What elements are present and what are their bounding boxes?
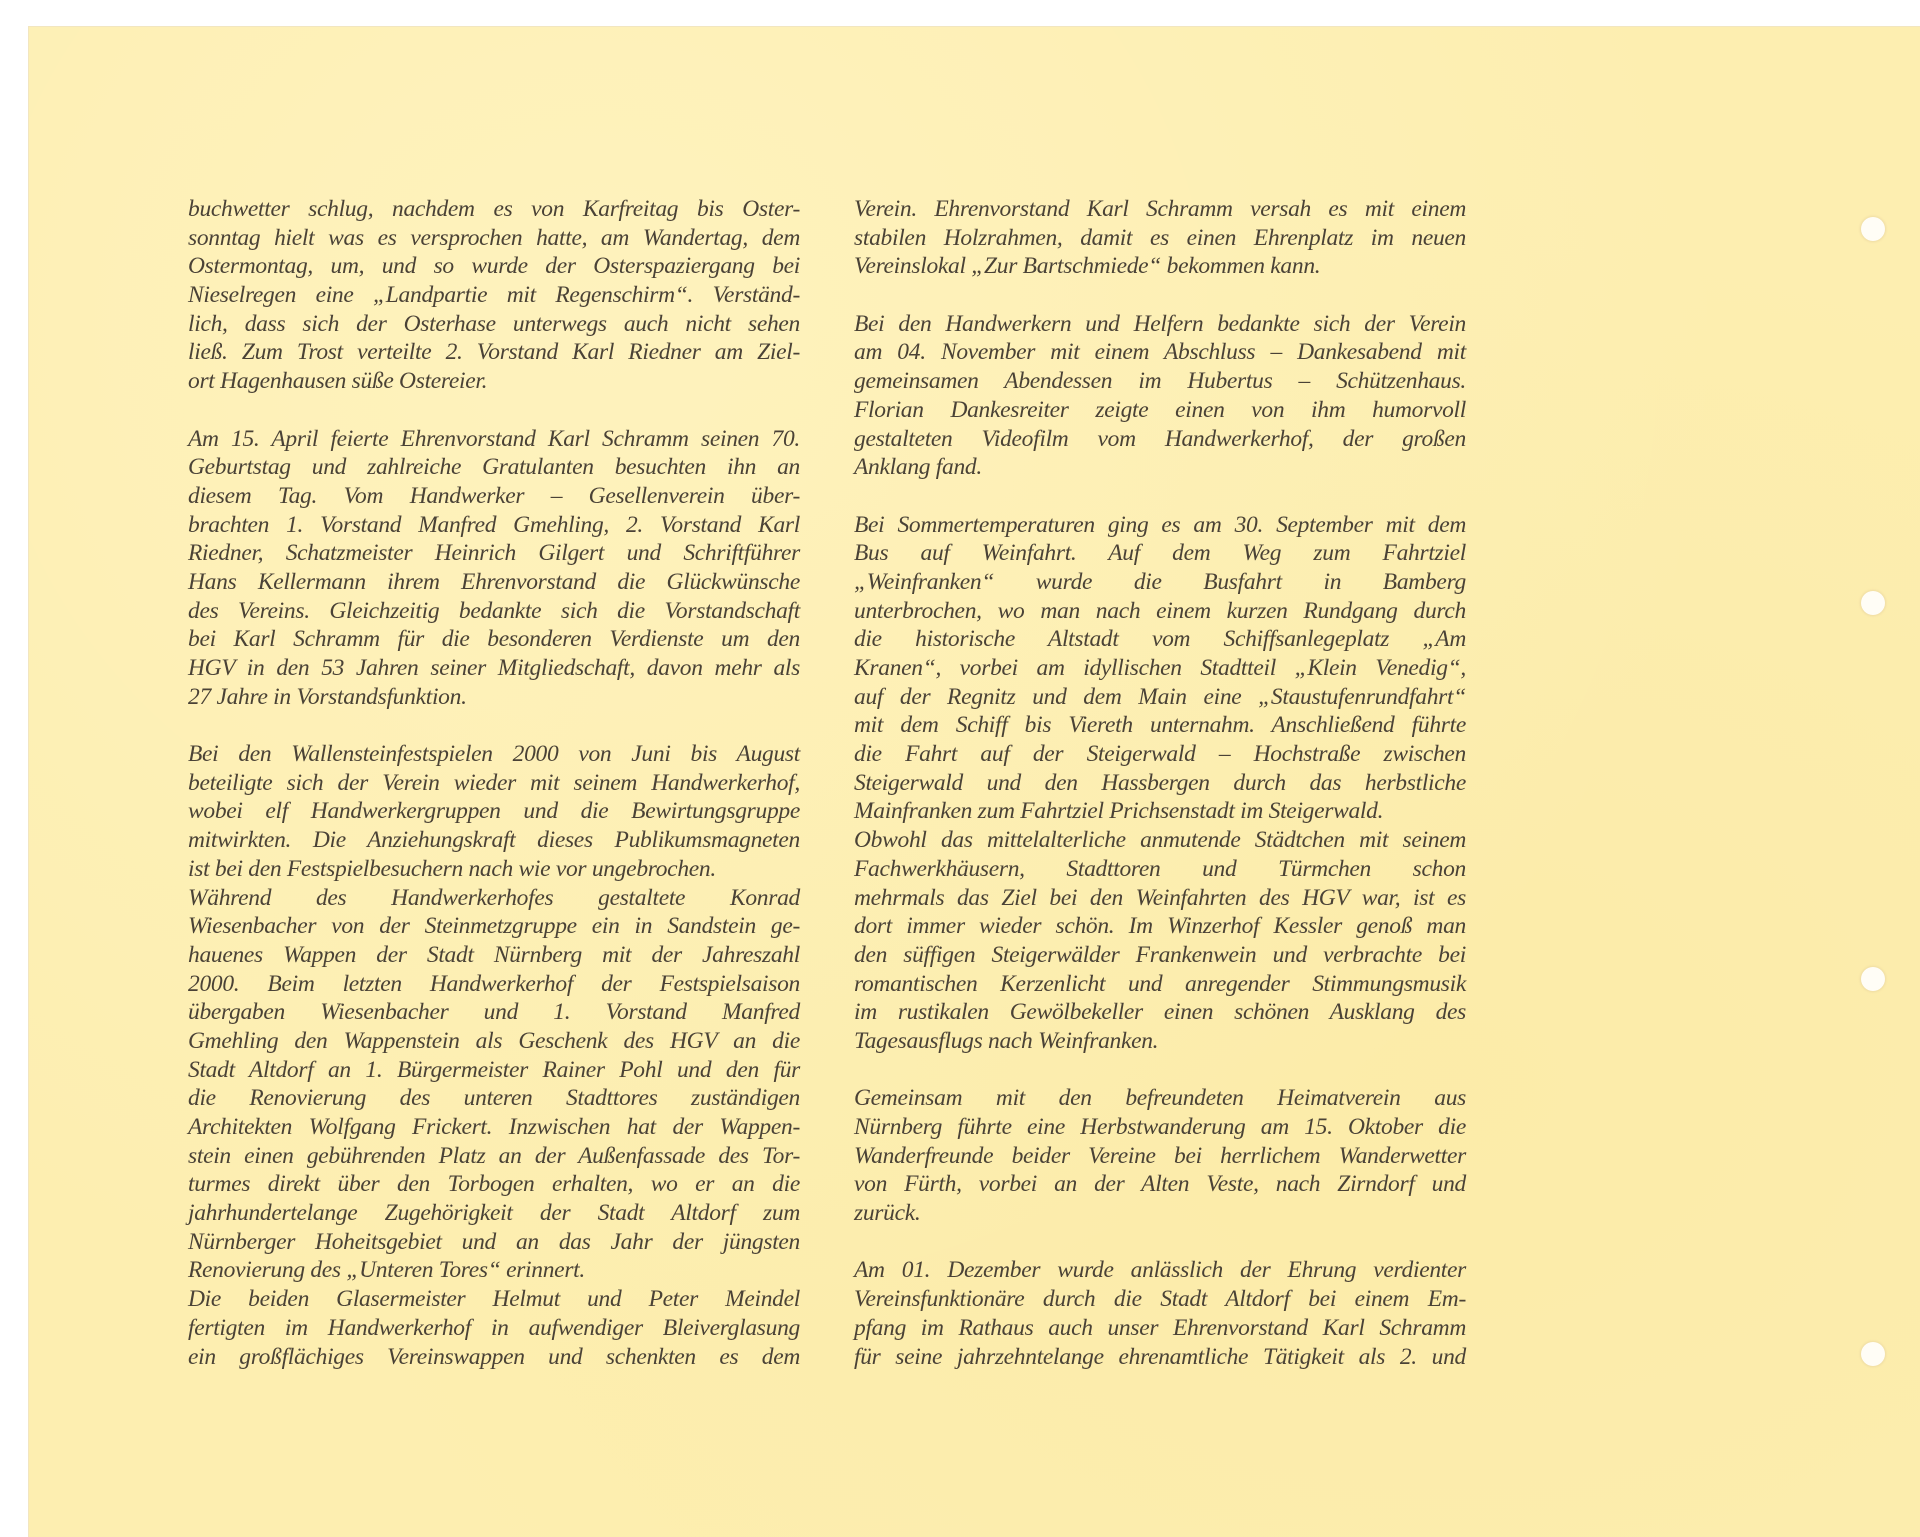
paragraph bbox=[188, 1285, 800, 1371]
text-line: mitwirkten. Die Anziehungskraft dieses Publikumsmagneten bbox=[188, 827, 800, 854]
right-column bbox=[854, 195, 1466, 1400]
paragraph bbox=[188, 425, 800, 712]
text-line: Verein. Ehrenvorstand Karl Schramm versah es mit einem bbox=[854, 196, 1466, 222]
text-line: Anklang fand. bbox=[854, 454, 982, 481]
paragraph bbox=[854, 1256, 1466, 1371]
text-line: ist bei den Festspielbesuchern nach wie vor ungebrochen. bbox=[188, 855, 716, 882]
text-line: die Fahrt auf der Steigerwald – Hochstraße zwischen bbox=[854, 741, 1466, 768]
text-line: Architekten Wolfgang Frickert. Inzwischen hat der Wappen- bbox=[188, 1114, 800, 1140]
text-line: Kranen“, vorbei am idyllischen Stadtteil „Klein Venedig“, bbox=[854, 655, 1466, 681]
text-line: mit dem Schiff bis Viereth unternahm. Anschließend führte bbox=[854, 712, 1466, 739]
text-line: des Vereins. Gleichzeitig bedankte sich die Vorstandschaft bbox=[188, 597, 800, 624]
text-line: Gmehling den Wappenstein als Geschenk des HGV an die bbox=[188, 1027, 800, 1054]
text-line: lich, dass sich der Osterhase unterwegs auch nicht sehen bbox=[188, 310, 800, 337]
text-line: HGV in den 53 Jahren seiner Mitgliedschaft, davon mehr als bbox=[188, 655, 800, 681]
text-line: zurück. bbox=[854, 1200, 921, 1227]
text-line: übergaben Wiesenbacher und 1. Vorstand Manfred bbox=[188, 999, 800, 1026]
text-line: pfang im Rathaus auch unser Ehrenvorstand Karl Schramm bbox=[854, 1314, 1466, 1341]
paragraph bbox=[188, 195, 800, 396]
document-page bbox=[28, 26, 1920, 1537]
text-line: Obwohl das mittelalterliche anmutende Städtchen mit seinem bbox=[854, 827, 1466, 854]
paragraph bbox=[854, 310, 1466, 482]
text-line: diesem Tag. Vom Handwerker – Gesellenverein über- bbox=[188, 482, 800, 509]
text-line: von Fürth, vorbei an der Alten Veste, nach Zirndorf und bbox=[854, 1171, 1466, 1198]
text-line: Geburtstag und zahlreiche Gratulanten besuchten ihn an bbox=[188, 454, 800, 481]
text-line: Die beiden Glasermeister Helmut und Peter Meindel bbox=[188, 1286, 800, 1313]
text-line: Mainfranken zum Fahrtziel Prichsenstadt im Steigerwald. bbox=[854, 798, 1384, 825]
punch-hole-icon bbox=[1861, 1342, 1885, 1366]
text-line: brachten 1. Vorstand Manfred Gmehling, 2. Vorstand Karl bbox=[188, 511, 800, 538]
text-line: Während des Handwerkerhofes gestaltete Konrad bbox=[188, 884, 800, 911]
text-line: wobei elf Handwerkergruppen und die Bewirtungsgruppe bbox=[188, 798, 800, 825]
punch-hole-icon bbox=[1861, 967, 1885, 991]
text-line: fertigten im Handwerkerhof in aufwendiger Bleiverglasung bbox=[188, 1314, 800, 1341]
text-line: dort immer wieder schön. Im Winzerhof Kessler genoß man bbox=[854, 913, 1466, 940]
text-line: Am 15. April feierte Ehrenvorstand Karl Schramm seinen 70. bbox=[188, 425, 800, 452]
punch-hole-icon bbox=[1861, 217, 1885, 241]
text-line: buchwetter schlug, nachdem es von Karfreitag bis Oster- bbox=[188, 196, 800, 222]
text-line: Steigerwald und den Hassbergen durch das herbstliche bbox=[854, 769, 1466, 796]
text-line: den süffigen Steigerwälder Frankenwein und verbrachte bei bbox=[854, 941, 1466, 968]
text-line: auf der Regnitz und dem Main eine „Staustufenrundfahrt“ bbox=[854, 683, 1466, 710]
text-line: ort Hagenhausen süße Ostereier. bbox=[188, 368, 488, 395]
text-line: Am 01. Dezember wurde anlässlich der Ehrung verdienter bbox=[854, 1257, 1466, 1284]
text-line: hauenes Wappen der Stadt Nürnberg mit der Jahreszahl bbox=[188, 941, 800, 968]
text-line: Tagesausflugs nach Weinfranken. bbox=[854, 1027, 1159, 1054]
text-line: jahrhundertelange Zugehörigkeit der Stadt Altdorf zum bbox=[188, 1200, 800, 1227]
text-line: Nürnberger Hoheitsgebiet und an das Jahr der jüngsten bbox=[188, 1228, 800, 1255]
text-line: Nieselregen eine „Landpartie mit Regenschirm“. Verständ- bbox=[188, 282, 800, 309]
text-line: am 04. November mit einem Abschluss – Dankesabend mit bbox=[854, 339, 1466, 366]
text-line: Wanderfreunde beider Vereine bei herrlichem Wanderwetter bbox=[854, 1142, 1466, 1169]
paragraph bbox=[854, 511, 1466, 827]
text-line: mehrmals das Ziel bei den Weinfahrten des HGV war, ist es bbox=[854, 884, 1466, 911]
text-line: die Renovierung des unteren Stadttores zuständigen bbox=[188, 1085, 800, 1112]
text-line: ein großflächiges Vereinswappen und schenkten es dem bbox=[188, 1343, 800, 1370]
text-line: bei Karl Schramm für die besonderen Verdienste um den bbox=[188, 626, 800, 653]
text-line: Gemeinsam mit den befreundeten Heimatverein aus bbox=[854, 1085, 1466, 1112]
punch-hole-icon bbox=[1861, 591, 1885, 615]
text-line: stein einen gebührenden Platz an der Außenfassade des Tor- bbox=[188, 1142, 800, 1169]
paragraph bbox=[188, 884, 800, 1286]
text-line: unterbrochen, wo man nach einem kurzen Rundgang durch bbox=[854, 597, 1466, 624]
text-line: Stadt Altdorf an 1. Bürgermeister Rainer Pohl und den für bbox=[188, 1056, 800, 1083]
paragraph bbox=[854, 195, 1466, 281]
paragraph bbox=[188, 740, 800, 883]
text-line: Bus auf Weinfahrt. Auf dem Weg zum Fahrtziel bbox=[854, 540, 1466, 567]
text-line: 2000. Beim letzten Handwerkerhof der Festspielsaison bbox=[188, 970, 800, 997]
text-line: Vereinsfunktionäre durch die Stadt Altdorf bei einem Em- bbox=[854, 1286, 1466, 1313]
text-line: Fachwerkhäusern, Stadttoren und Türmchen schon bbox=[854, 855, 1466, 882]
text-line: Bei Sommertemperaturen ging es am 30. September mit dem bbox=[854, 511, 1466, 538]
text-line: turmes direkt über den Torbogen erhalten, wo er an die bbox=[188, 1171, 800, 1198]
text-line: 27 Jahre in Vorstandsfunktion. bbox=[188, 683, 467, 710]
text-line: romantischen Kerzenlicht und anregender Stimmungsmusik bbox=[854, 970, 1466, 997]
text-line: Hans Kellermann ihrem Ehrenvorstand die Glückwünsche bbox=[188, 568, 800, 595]
text-line: die historische Altstadt vom Schiffsanlegeplatz „Am bbox=[854, 626, 1466, 653]
left-column bbox=[188, 195, 800, 1400]
text-line: Riedner, Schatzmeister Heinrich Gilgert und Schriftführer bbox=[188, 540, 800, 567]
text-line: für seine jahrzehntelange ehrenamtliche Tätigkeit als 2. und bbox=[854, 1343, 1466, 1370]
text-line: Nürnberg führte eine Herbstwanderung am 15. Oktober die bbox=[854, 1114, 1466, 1140]
text-line: Bei den Wallensteinfestspielen 2000 von Juni bis August bbox=[188, 741, 800, 768]
text-line: Wiesenbacher von der Steinmetzgruppe ein in Sandstein ge- bbox=[188, 913, 800, 940]
text-line: Ostermontag, um, und so wurde der Osterspaziergang bei bbox=[188, 253, 800, 280]
text-line: Renovierung des „Unteren Tores“ erinnert. bbox=[188, 1257, 585, 1284]
text-line: Bei den Handwerkern und Helfern bedankte sich der Verein bbox=[854, 310, 1466, 337]
text-line: stabilen Holzrahmen, damit es einen Ehrenplatz im neuen bbox=[854, 224, 1466, 251]
text-line: ließ. Zum Trost verteilte 2. Vorstand Karl Riedner am Ziel- bbox=[188, 339, 800, 366]
text-line: Vereinslokal „Zur Bartschmiede“ bekommen kann. bbox=[854, 253, 1321, 280]
text-line: Florian Dankesreiter zeigte einen von ihm humorvoll bbox=[854, 396, 1466, 423]
text-line: sonntag hielt was es versprochen hatte, am Wandertag, dem bbox=[188, 224, 800, 251]
paragraph bbox=[854, 1084, 1466, 1227]
text-line: gemeinsamen Abendessen im Hubertus – Schützenhaus. bbox=[854, 368, 1466, 395]
text-line: beteiligte sich der Verein wieder mit seinem Handwerkerhof, bbox=[188, 769, 800, 796]
text-line: „Weinfranken“ wurde die Busfahrt in Bamberg bbox=[854, 568, 1466, 595]
text-line: gestalteten Videofilm vom Handwerkerhof, der großen bbox=[854, 425, 1466, 452]
paragraph bbox=[854, 826, 1466, 1056]
text-line: im rustikalen Gewölbekeller einen schönen Ausklang des bbox=[854, 999, 1466, 1026]
